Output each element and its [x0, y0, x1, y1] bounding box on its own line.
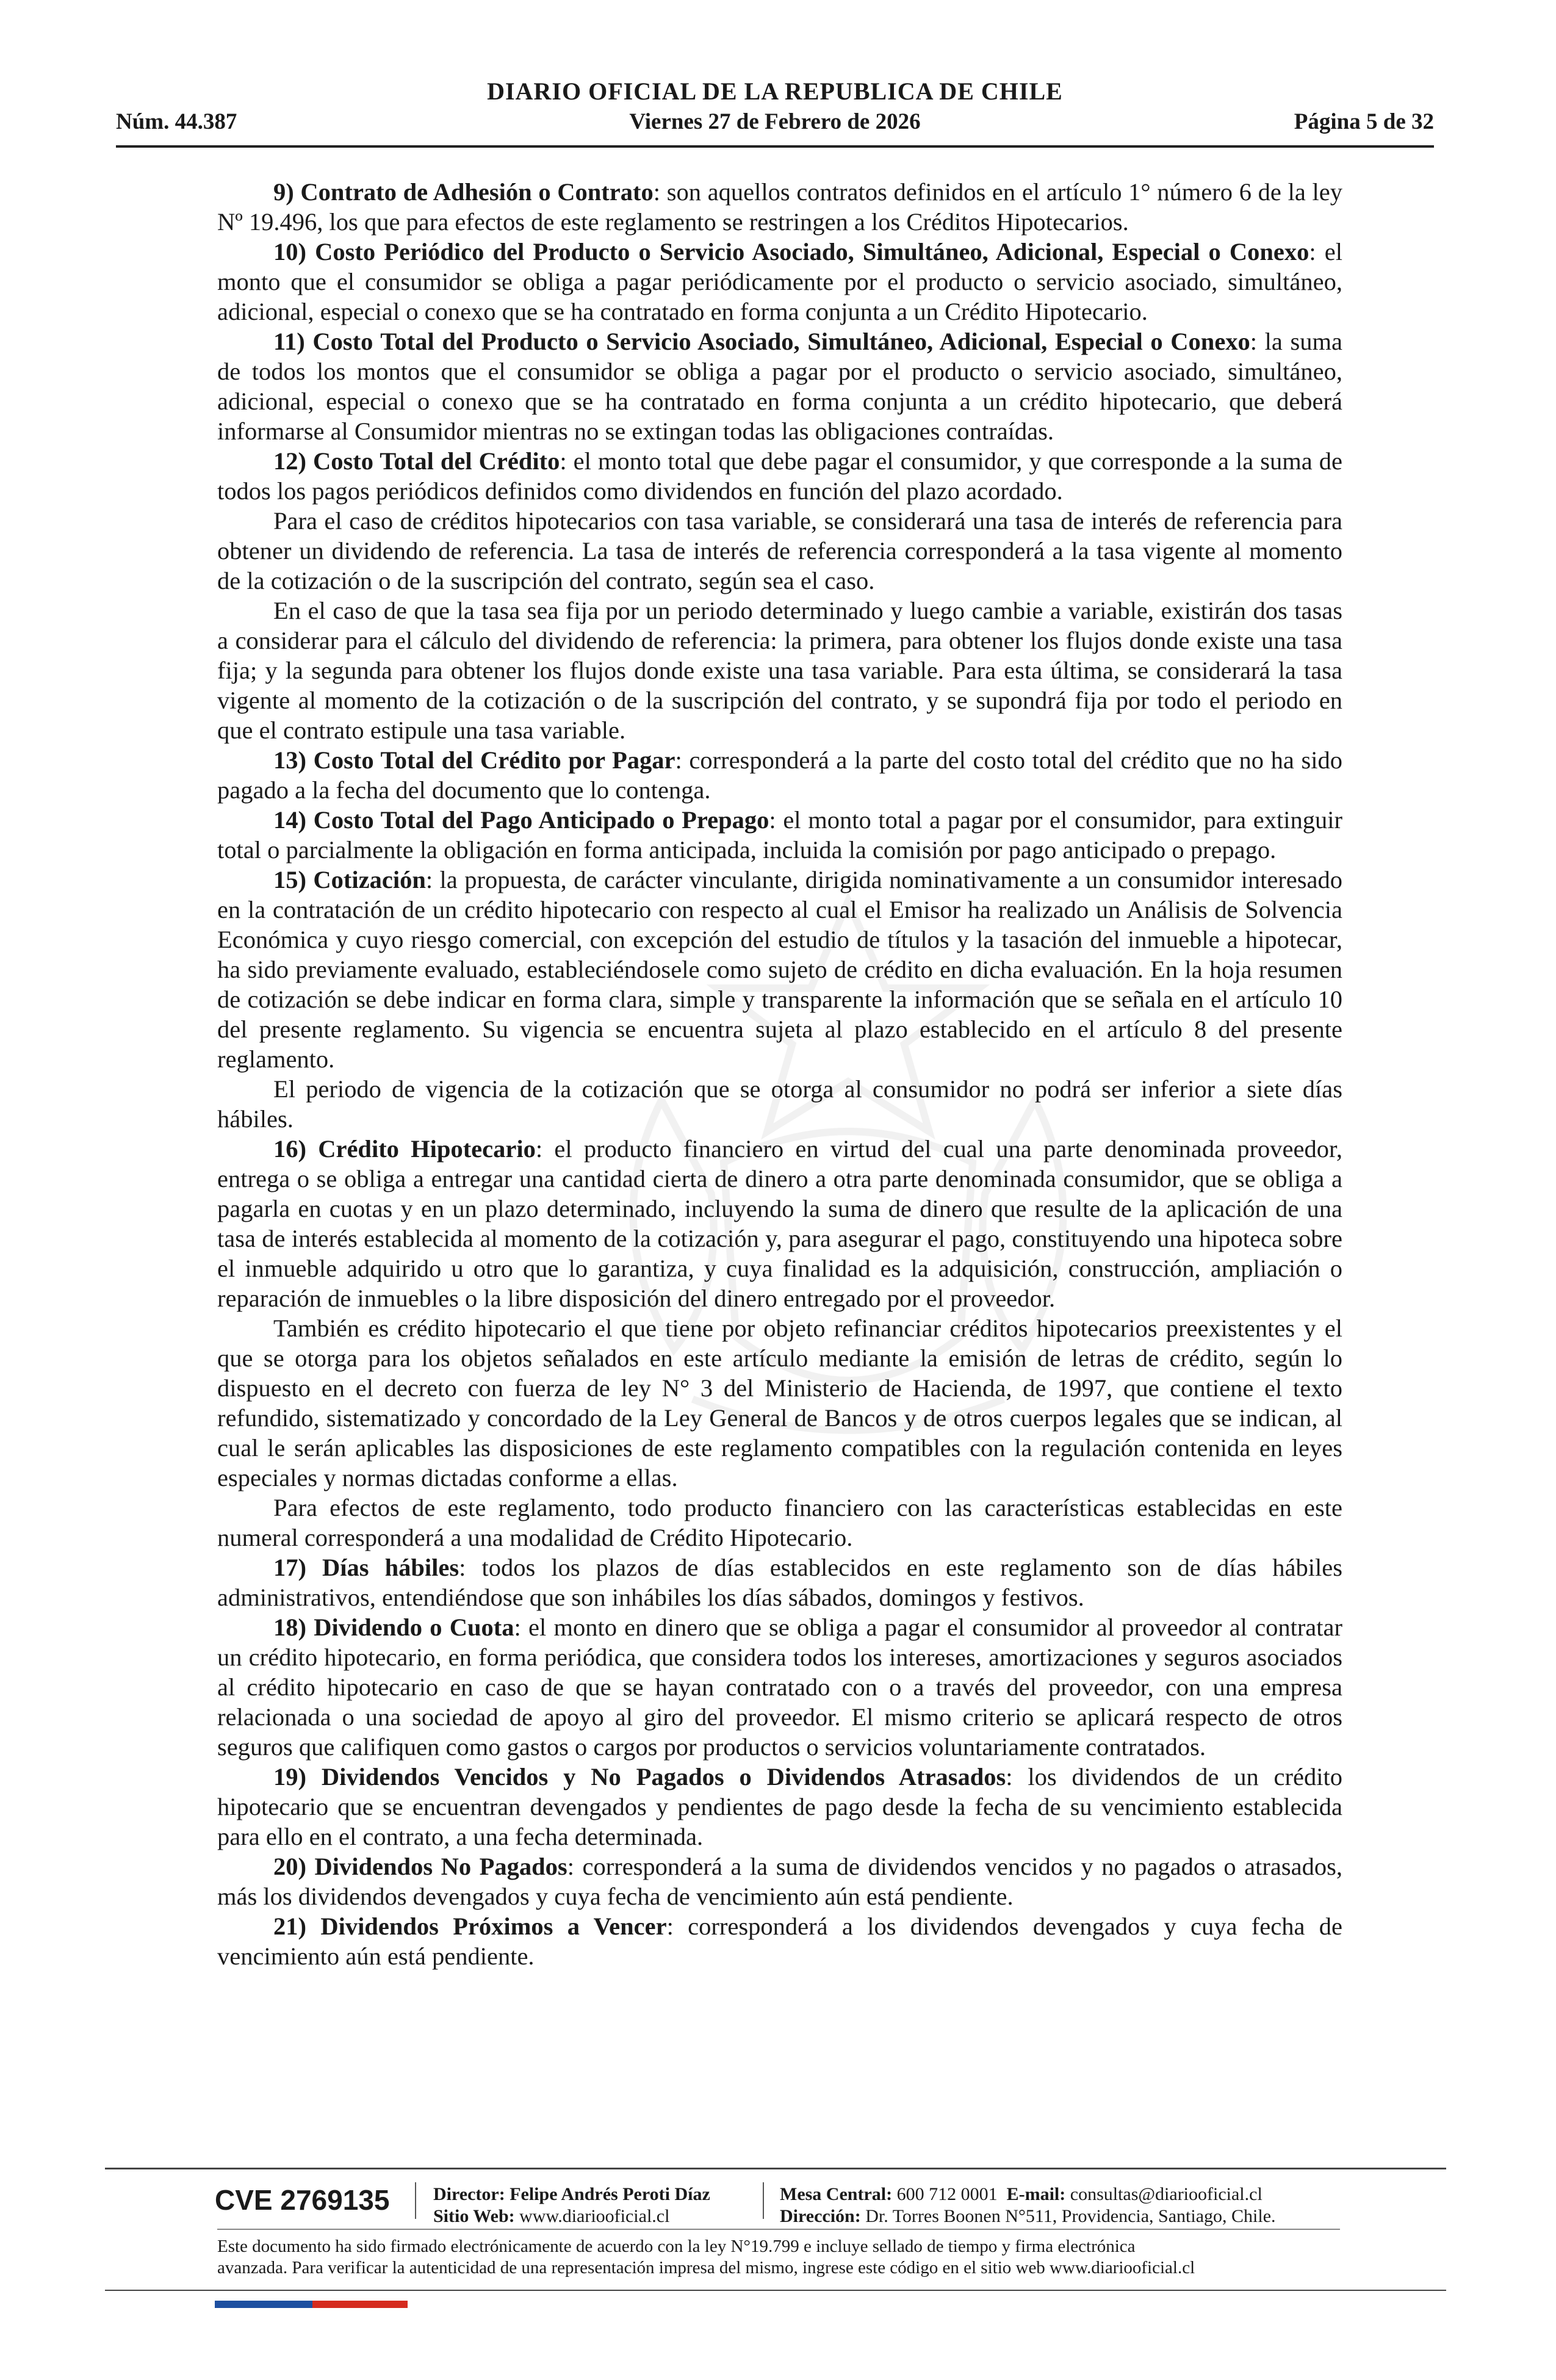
issue-number: Núm. 44.387 [116, 109, 237, 134]
body-paragraph [217, 805, 1342, 865]
director-label: Director: [433, 2184, 505, 2204]
definition-term: 17) Días hábiles [273, 1554, 459, 1581]
definition-term: 18) Dividendo o Cuota [273, 1614, 514, 1641]
director-line [433, 2183, 710, 2205]
paragraph-text: Para el caso de créditos hipotecarios con tasa variable, se considerará una tasa de interés de referencia para obtener un dividendo de referencia. La tasa de interés de referencia corresponderá a la tasa vigente al momento de la cotización o de la suscripción del contrato, según sea el caso. [217, 507, 1342, 594]
paragraph-text: Para efectos de este reglamento, todo producto financiero con las características establecidas en este numeral corresponderá a una modalidad de Crédito Hipotecario. [217, 1494, 1342, 1551]
body-paragraph [217, 1911, 1342, 1971]
body-paragraph [217, 506, 1342, 596]
definition-term: 12) Costo Total del Crédito [273, 447, 560, 475]
director-name: Felipe Andrés Peroti Díaz [510, 2184, 710, 2204]
body-paragraph [217, 446, 1342, 506]
email-label: E-mail: [1006, 2184, 1066, 2204]
legal-notice [217, 2236, 1377, 2279]
legal-divider [217, 2229, 1340, 2230]
issue-date: Viernes 27 de Febrero de 2026 [629, 109, 921, 134]
website-label: Sitio Web: [433, 2206, 515, 2226]
paragraph-text: El periodo de vigencia de la cotización que se otorga al consumidor no podrá ser inferior a siete días hábiles. [217, 1075, 1342, 1133]
body-paragraph [217, 745, 1342, 805]
footer-contact-block [780, 2183, 1276, 2227]
body-paragraph [217, 865, 1342, 1074]
body-paragraph [217, 1852, 1342, 1911]
definition-term: 11) Costo Total del Producto o Servicio Asociado, Simultáneo, Adicional, Especial o Conexo [273, 328, 1250, 355]
paragraph-text: : el monto total que debe pagar el consumidor, y que corresponde a la suma de todos los pagos periódicos definidos como dividendos en función del plazo acordado. [217, 447, 1343, 505]
body-paragraph [217, 237, 1342, 326]
paragraph-text: : los dividendos de un crédito hipotecario que se encuentran devengados y pendientes de pago desde la fecha de su vencimiento establecida para ello en el contrato, a una fecha determinada. [217, 1763, 1342, 1850]
body-paragraph [217, 1074, 1342, 1134]
paragraph-text: : la suma de todos los montos que el consumidor se obliga a pagar por el producto o servicio asociado, simultáneo, adicional, especial o conexo que se ha contratado en forma conjunta a un crédito hipotecario, que deberá informarse al Consumidor mientras no se extingan todas las obligaciones contraídas. [217, 328, 1342, 445]
page-number: Página 5 de 32 [1294, 109, 1434, 134]
address-line [780, 2205, 1276, 2227]
definition-term: 9) Contrato de Adhesión o Contrato [273, 178, 654, 206]
footer-separator [763, 2182, 764, 2219]
paragraph-text: : el producto financiero en virtud del cual una parte denominada proveedor, entrega o se obliga a entregar una cantidad cierta de dinero a otra parte denominada consumidor, que se obliga a pagarla en cuotas y en un plazo determinado, incluyendo la suma de dinero que resulte de la aplicación de una tasa de interés establecida al momento de la cotización y, para asegurar el pago, constituyendo una hipoteca sobre el inmueble adquirido u otro que lo garantiza, y cuya finalidad es la adquisición, construcción, ampliación o reparación de inmuebles o la libre disposición del dinero entregado por el proveedor. [217, 1135, 1342, 1312]
definition-term: 20) Dividendos No Pagados [273, 1853, 567, 1880]
phone-label: Mesa Central: [780, 2184, 893, 2204]
cve-code: CVE 2769135 [215, 2184, 390, 2216]
bottom-divider [105, 2290, 1446, 2291]
phone-number: 600 712 0001 [896, 2184, 998, 2204]
flag-stripe-blue [215, 2301, 312, 2308]
address-text: Dr. Torres Boonen N°511, Providencia, Santiago, Chile. [865, 2206, 1276, 2226]
definition-term: 16) Crédito Hipotecario [273, 1135, 536, 1163]
paragraph-text: : el monto que el consumidor se obliga a pagar periódicamente por el producto o servicio asociado, simultáneo, adicional, especial o conexo que se ha contratado en forma conjunta a un Crédito Hipotecario. [217, 238, 1342, 325]
paragraph-text: : el monto en dinero que se obliga a pagar el consumidor al proveedor al contratar un crédito hipotecario, en forma periódica, que considera todos los intereses, amortizaciones y seguros asociados al crédito hipotecario en caso de que se hayan contratado con o a través del proveedor, con una empresa relacionada o una sociedad de apoyo al giro del proveedor. El mismo criterio se aplicará respecto de otros seguros que califiquen como gastos o cargos por productos o servicios voluntariamente contratados. [217, 1614, 1343, 1761]
body-paragraph [217, 1612, 1342, 1762]
gazette-title: DIARIO OFICIAL DE LA REPUBLICA DE CHILE [487, 78, 1063, 105]
address-label: Dirección: [780, 2206, 861, 2226]
definition-term: 10) Costo Periódico del Producto o Servicio Asociado, Simultáneo, Adicional, Especial o Conexo [273, 238, 1309, 265]
body-paragraph [217, 1552, 1342, 1612]
definition-term: 19) Dividendos Vencidos y No Pagados o Dividendos Atrasados [273, 1763, 1006, 1790]
paragraph-text: También es crédito hipotecario el que tiene por objeto refinanciar créditos hipotecarios preexistentes y el que se otorga para los objetos señalados en este artículo mediante la emisión de letras de crédito, según lo dispuesto en el decreto con fuerza de ley N° 3 del Ministerio de Hacienda, de 1997, que contiene el texto refundido, sistematizado y concordado de la Ley General de Bancos y de otros cuerpos legales que se indican, al cual le serán aplicables las disposiciones de este reglamento compatibles con la regulación contenida en leyes especiales y normas dictadas conforme a ellas. [217, 1314, 1342, 1491]
website-line [433, 2205, 710, 2227]
body-paragraph [217, 326, 1342, 446]
paragraph-text: : el monto total a pagar por el consumidor, para extinguir total o parcialmente la obligación en forma anticipada, incluida la comisión por pago anticipado o prepago. [217, 806, 1342, 864]
paragraph-text: : todos los plazos de días establecidos en este reglamento son de días hábiles administrativos, entendiéndose que son inhábiles los días sábados, domingos y festivos. [217, 1554, 1342, 1611]
paragraph-text: : corresponderá a la parte del costo total del crédito que no ha sido pagado a la fecha del documento que lo contenga. [217, 746, 1343, 804]
body-paragraph [217, 1134, 1342, 1313]
website-link[interactable]: www.diariooficial.cl [519, 2206, 670, 2226]
definition-term: 14) Costo Total del Pago Anticipado o Prepago [273, 806, 769, 834]
definition-term: 15) Cotización [273, 866, 426, 893]
body-paragraph [217, 596, 1342, 745]
definition-term: 21) Dividendos Próximos a Vencer [273, 1913, 667, 1940]
flag-stripe-red [312, 2301, 408, 2308]
legal-notice-line: Este documento ha sido firmado electrónicamente de acuerdo con la ley N°19.799 e incluye sellado de tiempo y firma electrónica [217, 2237, 1136, 2256]
email-link[interactable]: consultas@diariooficial.cl [1070, 2184, 1262, 2204]
contact-line [780, 2183, 1276, 2205]
body-paragraph [217, 177, 1342, 237]
body-paragraph [217, 1762, 1342, 1852]
paragraph-text: : corresponderá a los dividendos devengados y cuya fecha de vencimiento aún está pendiente. [217, 1913, 1342, 1970]
body-paragraph [217, 1313, 1342, 1493]
page-header [116, 72, 1434, 148]
footer-divider [105, 2168, 1446, 2169]
body-paragraph [217, 1493, 1342, 1552]
paragraph-text: : corresponderá a la suma de dividendos vencidos y no pagados o atrasados, más los dividendos devengados y cuya fecha de vencimiento aún está pendiente. [217, 1853, 1342, 1910]
paragraph-text: : la propuesta, de carácter vinculante, dirigida nominativamente a un consumidor interesado en la contratación de un crédito hipotecario con respecto al cual el Emisor ha realizado un Análisis de Solvencia Económica y cuyo riesgo comercial, con excepción del estudio de títulos y la tasación del inmueble a hipotecar, ha sido previamente evaluado, estableciéndosele como sujeto de crédito en dicha evaluación. En la hoja resumen de cotización se debe indicar en forma clara, simple y transparente la información que se señala en el artículo 10 del presente reglamento. Su vigencia se encuentra sujeta al plazo establecido en el artículo 8 del presente reglamento. [217, 866, 1342, 1073]
definition-term: 13) Costo Total del Crédito por Pagar [273, 746, 675, 774]
document-body [217, 177, 1342, 1971]
footer-separator [415, 2182, 416, 2219]
paragraph-text: : son aquellos contratos definidos en el artículo 1° número 6 de la ley Nº 19.496, los que para efectos de este reglamento se restringen a los Créditos Hipotecarios. [217, 178, 1342, 236]
footer-director-block [433, 2183, 710, 2227]
paragraph-text: En el caso de que la tasa sea fija por un periodo determinado y luego cambie a variable, existirán dos tasas a considerar para el cálculo del dividendo de referencia: la primera, para obtener los flujos donde existe una tasa fija; y la segunda para obtener los flujos donde existe una tasa variable. Para esta última, se considerará la tasa vigente al momento de la cotización o de la suscripción del contrato, y se supondrá fija por todo el periodo en que el contrato estipule una tasa variable. [217, 597, 1342, 744]
legal-notice-line: avanzada. Para verificar la autenticidad de una representación impresa del mismo, ingrese este código en el sitio web www.diariooficial.cl [217, 2258, 1195, 2277]
